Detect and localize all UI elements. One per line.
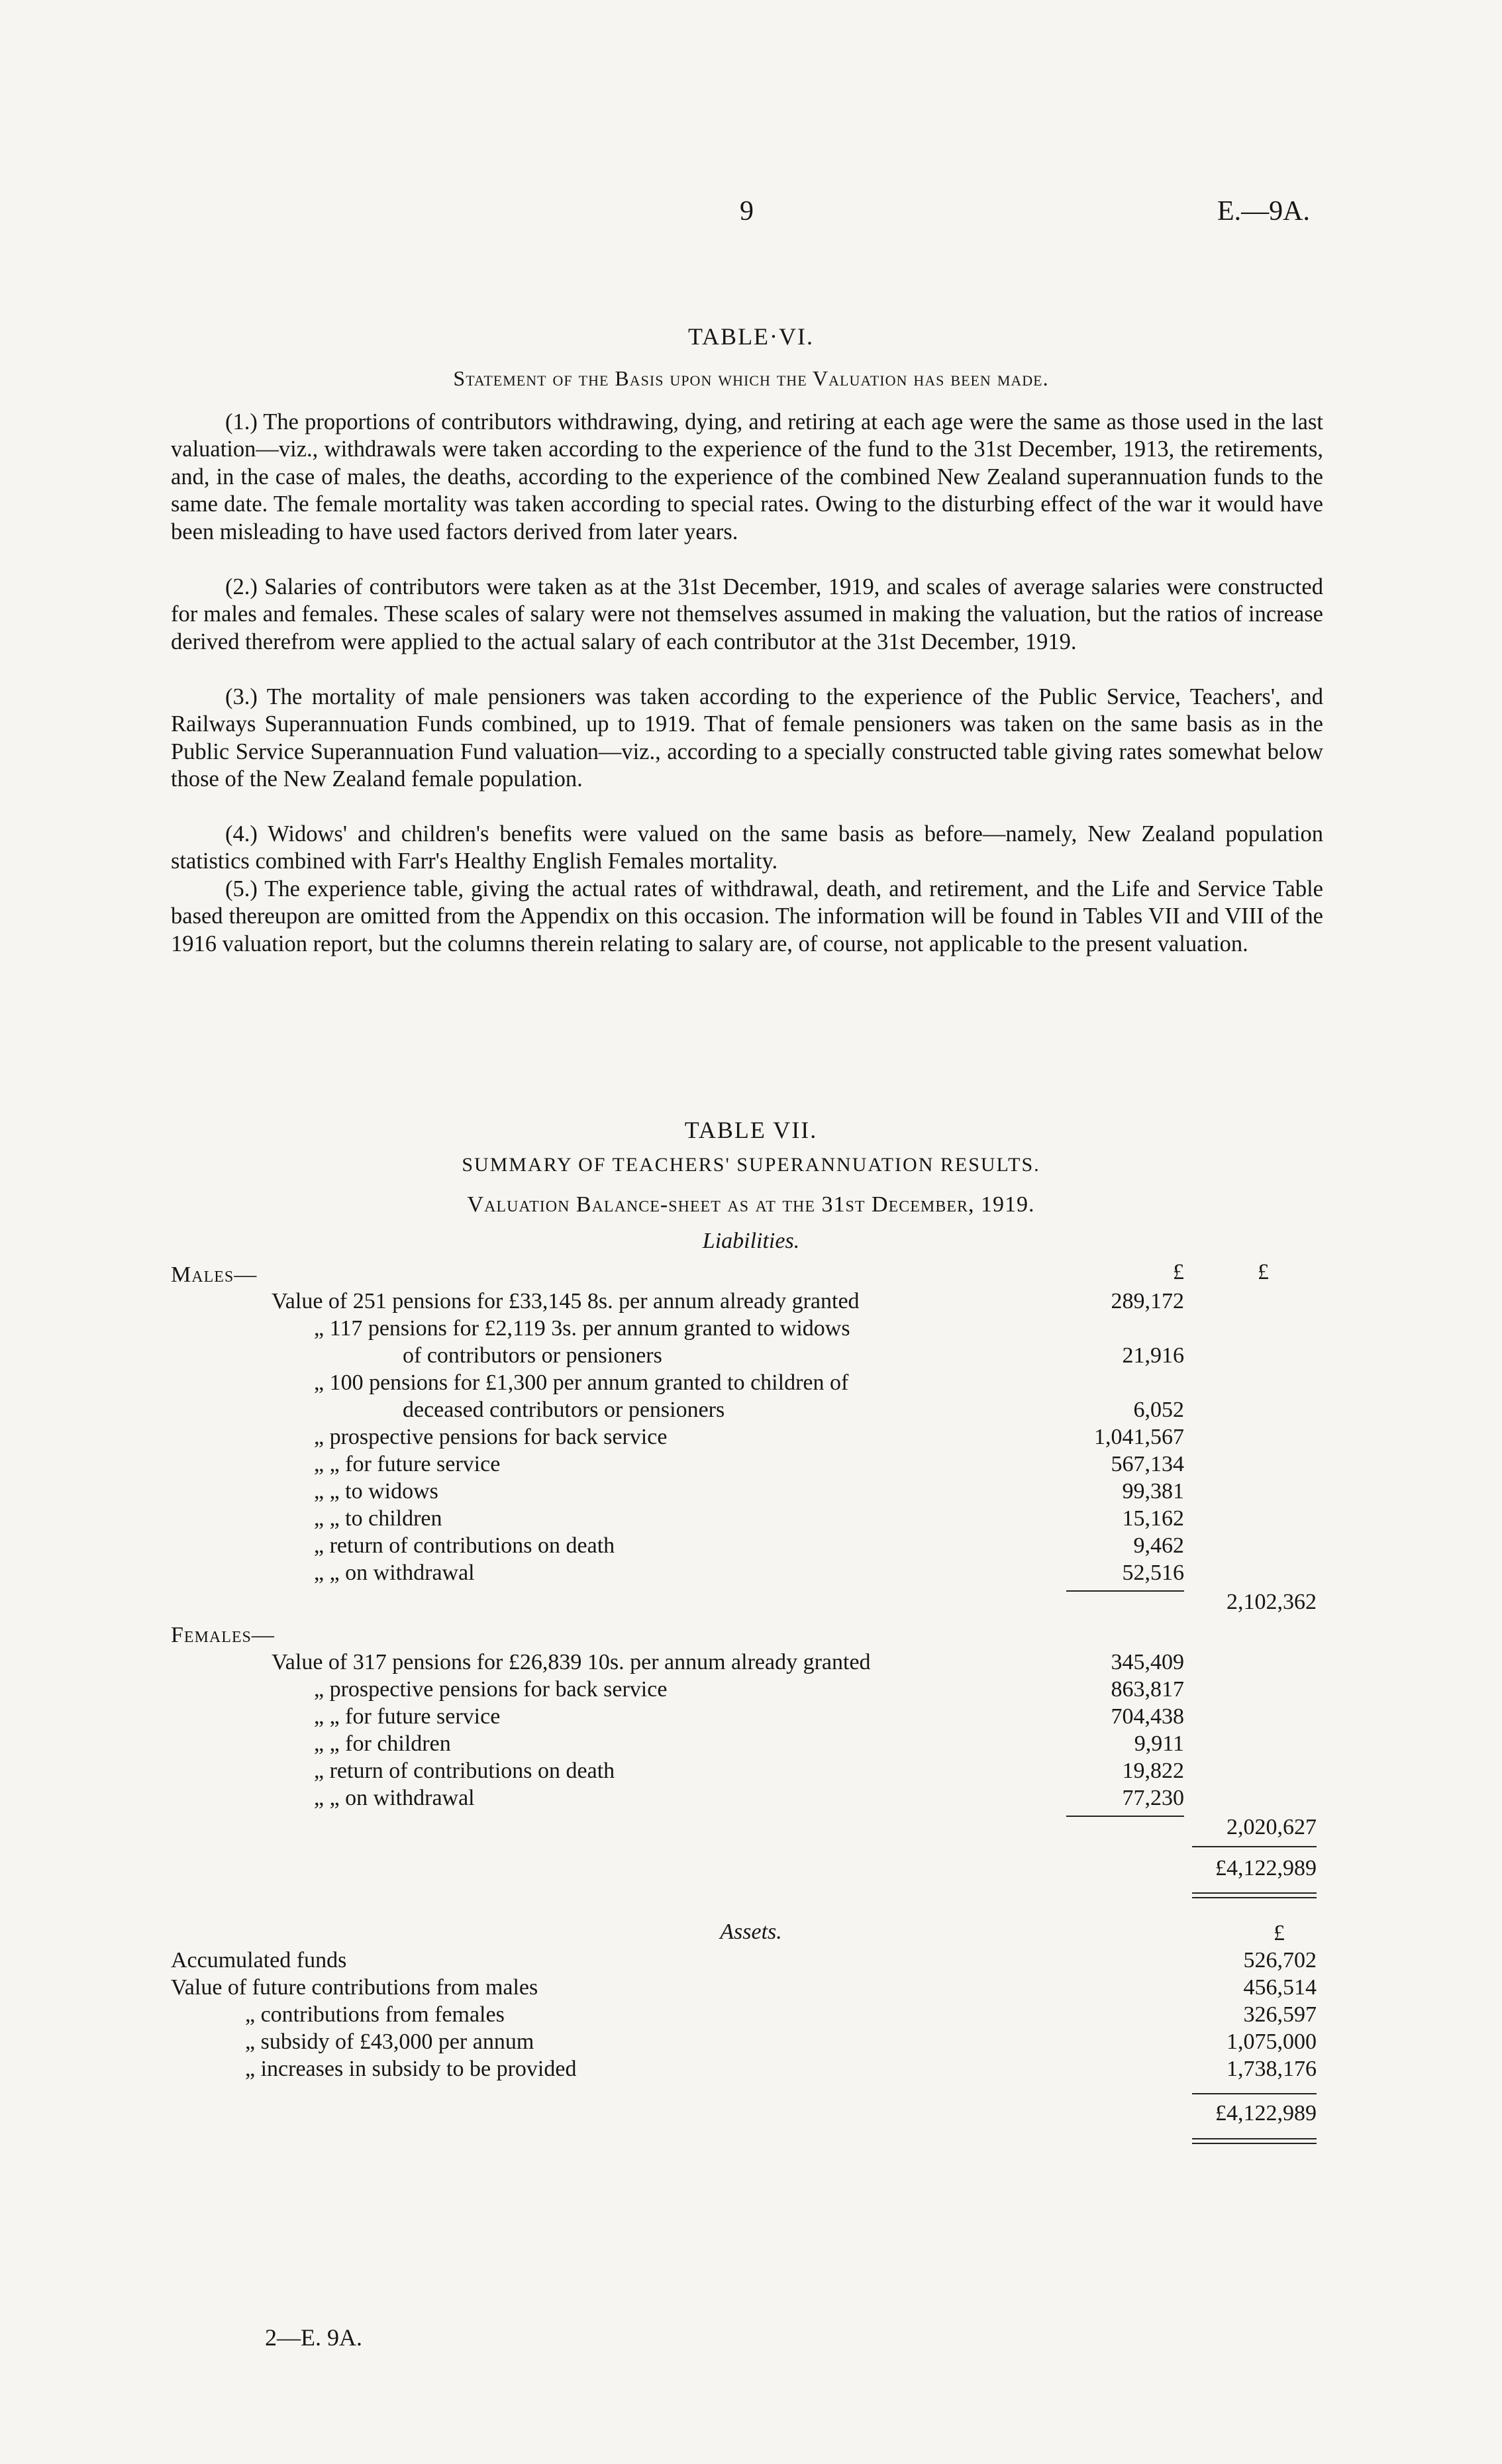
liability-row-label: „ „ for children (314, 1731, 451, 1756)
males-label: Males— (171, 1262, 258, 1287)
asset-row-label: „ contributions from females (245, 2002, 505, 2027)
liability-row-label: „ „ on withdrawal (314, 1786, 475, 1810)
liability-row-label: Value of 251 pensions for £33,145 8s. per annum already granted (272, 1289, 860, 1313)
document-reference: E.—9A. (1217, 196, 1310, 227)
liability-row-amount: 52,516 (1122, 1561, 1184, 1585)
asset-row-label: Value of future contributions from males (171, 1975, 538, 2000)
females-total: 2,020,627 (1227, 1815, 1317, 1839)
males-subtotal-rule (1066, 1590, 1184, 1592)
liabilities-total-rule (1192, 1846, 1317, 1847)
liability-row-label: „ return of contributions on death (314, 1533, 615, 1558)
liability-row-label: Value of 317 pensions for £26,839 10s. per annum already granted (272, 1650, 871, 1674)
currency-heading-col2: £ (1258, 1260, 1269, 1284)
assets-double-rule (1192, 2138, 1317, 2144)
asset-row-amount: 1,075,000 (1227, 2029, 1317, 2054)
basis-paragraph-4: (4.) Widows' and children's benefits were valued on the same basis as before—namely, New Zealand population statistics combined with Farr's Healthy English Females mortality. (171, 821, 1323, 874)
page-number: 9 (740, 196, 754, 227)
asset-row-amount: 1,738,176 (1227, 2057, 1317, 2081)
table-7-title: TABLE VII. (684, 1117, 818, 1143)
assets-currency-heading: £ (1274, 1921, 1285, 1945)
asset-row-amount: 326,597 (1243, 2002, 1317, 2027)
liability-row-label: „ „ to children (314, 1506, 442, 1531)
liability-row-amount: 21,916 (1122, 1343, 1184, 1368)
table-6-title: TABLE·VI. (687, 323, 815, 350)
liability-row-amount: 289,172 (1111, 1289, 1184, 1313)
liability-row-amount: 704,438 (1111, 1704, 1184, 1729)
liability-row-label: „ „ for future service (314, 1704, 501, 1729)
liability-row-amount: 77,230 (1122, 1786, 1184, 1810)
females-subtotal-rule (1066, 1816, 1184, 1817)
liability-row-label: „ 117 pensions for £2,119 3s. per annum granted to widows (314, 1316, 850, 1341)
liability-row-label: „ prospective pensions for back service (314, 1677, 668, 1702)
liability-row-amount: 9,462 (1133, 1533, 1184, 1558)
liability-row-label-cont: of contributors or pensioners (403, 1343, 662, 1368)
basis-paragraph-1: (1.) The proportions of contributors withdrawing, dying, and retiring at each age were the same as those used in the last valuation—viz., withdrawals were taken according to the experience of the fund to the 31st December, 1913, the retirements, and, in the case of males, the deaths, according to the experience of the combined New Zealand superannuation funds to the same date. The female mortality was taken according to special rates. Owing to the disturbing effect of the war it would have been misleading to have used factors derived from later years. (171, 409, 1323, 544)
liability-row-label: „ prospective pensions for back service (314, 1425, 668, 1449)
assets-total-rule (1192, 2093, 1317, 2094)
liability-row-label: „ return of contributions on death (314, 1759, 615, 1783)
liability-row-amount: 1,041,567 (1094, 1425, 1184, 1449)
asset-row-label: „ subsidy of £43,000 per annum (245, 2029, 534, 2054)
asset-row-amount: 526,702 (1243, 1948, 1317, 1973)
liability-row-label: „ 100 pensions for £1,300 per annum granted to children of (314, 1370, 849, 1395)
liabilities-total: £4,122,989 (1215, 1856, 1317, 1880)
liability-row-amount: 345,409 (1111, 1650, 1184, 1674)
females-label: Females— (171, 1623, 275, 1647)
liability-row-amount: 9,911 (1134, 1731, 1184, 1756)
basis-paragraph-3: (3.) The mortality of male pensioners was taken according to the experience of the Public Service, Teachers', and Railways Superannuation Funds combined, up to 1919. That of female pensioners was taken on the same basis as in the Public Service Superannuation Fund valuation—viz., according to a specially constructed table giving rates somewhat below those of the New Zealand female population. (171, 684, 1323, 792)
liabilities-double-rule (1192, 1892, 1317, 1898)
table-6-subtitle: Statement of the Basis upon which the Valuation has been made. (453, 366, 1049, 390)
table-7-subtitle: SUMMARY OF TEACHERS' SUPERANNUATION RESULTS. (462, 1154, 1040, 1176)
liability-row-amount: 567,134 (1111, 1452, 1184, 1476)
males-total: 2,102,362 (1227, 1590, 1317, 1614)
basis-paragraph-5: (5.) The experience table, giving the actual rates of withdrawal, death, and retirement, and the Life and Service Table based thereupon are omitted from the Appendix on this occasion. The information will be found in Tables VII and VIII of the 1916 valuation report, but the columns therein relating to salary are, of course, not applicable to the present valuation. (171, 876, 1323, 956)
liability-row-amount: 6,052 (1133, 1398, 1184, 1422)
liabilities-heading: Liabilities. (702, 1229, 800, 1253)
asset-row-label: „ increases in subsidy to be provided (245, 2057, 577, 2081)
assets-total: £4,122,989 (1215, 2101, 1317, 2126)
asset-row-label: Accumulated funds (171, 1948, 347, 1973)
asset-row-amount: 456,514 (1243, 1975, 1317, 2000)
basis-paragraph-2: (2.) Salaries of contributors were taken as at the 31st December, 1919, and scales of average salaries were constructed for males and females. These scales of salary were not themselves assumed in making the valuation, but the ratios of increase derived therefrom were applied to the actual salary of each contributor at the 31st December, 1919. (171, 574, 1323, 654)
liability-row-amount: 863,817 (1111, 1677, 1184, 1702)
currency-heading-col1: £ (1173, 1260, 1184, 1284)
liability-row-label: „ „ to widows (314, 1479, 438, 1504)
assets-heading: Assets. (720, 1920, 782, 1944)
liability-row-label-cont: deceased contributors or pensioners (403, 1398, 725, 1422)
liability-row-label: „ „ for future service (314, 1452, 501, 1476)
liability-row-label: „ „ on withdrawal (314, 1561, 475, 1585)
liability-row-amount: 99,381 (1122, 1479, 1184, 1504)
liability-row-amount: 15,162 (1122, 1506, 1184, 1531)
liability-row-amount: 19,822 (1122, 1759, 1184, 1783)
balance-sheet-heading: Valuation Balance-sheet as at the 31st December, 1919. (467, 1192, 1035, 1217)
signature-line: 2—E. 9A. (265, 2324, 362, 2351)
